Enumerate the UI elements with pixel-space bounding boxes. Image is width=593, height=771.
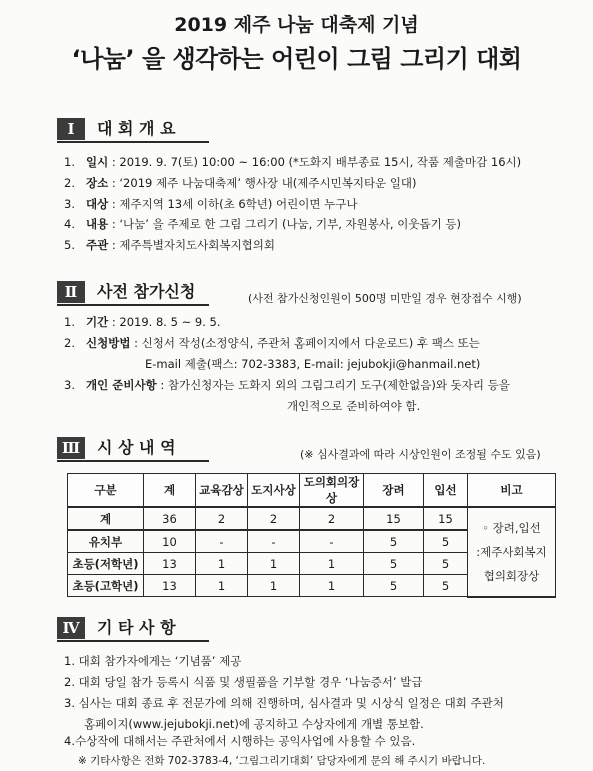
title-line-2: ‘나눔’ 을 생각하는 어린이 그림 그리기 대회 [71, 45, 522, 73]
table-cell: 2 [196, 507, 248, 530]
table-cell: 5 [364, 553, 424, 575]
section-4-underline [57, 640, 209, 642]
table-cell: 1 [300, 553, 364, 575]
awards-table [67, 473, 556, 598]
section-2-item-1: 1. 기간 : 2019. 8. 5 ~ 9. 5. [64, 315, 221, 329]
table-cell: 1 [248, 575, 300, 597]
section-2-title: 사전 참가신청 [97, 282, 196, 301]
section-1-numeral: Ⅰ [57, 118, 85, 140]
table-cell: 13 [144, 553, 196, 575]
table-header-cell: 교육감상 [196, 474, 248, 508]
section-1-item-4: 4. 내용 : ‘나눔’ 을 주제로 한 그림 그리기 (나눔, 기부, 자원봉사, 이웃돕기 등) [64, 217, 461, 231]
table-remark-cell [468, 507, 556, 597]
remark-line: 협의회장상 [483, 568, 540, 583]
section-4-title: 기 타 사 항 [97, 618, 176, 637]
section-1-item-5: 5. 주관 : 제주특별자치도사회복지협의회 [64, 238, 275, 252]
section-1-item-1: 1. 일시 : 2019. 9. 7(토) 10:00 ~ 16:00 (*도화지 배부종료 15시, 작품 제출마감 16시) [64, 155, 522, 169]
table-header-cell: 구분 [68, 474, 144, 508]
title-line-1: 2019 제주 나눔 대축제 기념 [174, 14, 419, 36]
section-1-item-2: 2. 장소 : ‘2019 제주 나눔대축제’ 행사장 내(제주시민복지타운 일대) [64, 176, 417, 190]
section-1-title: 대 회 개 요 [97, 119, 176, 138]
table-cell: 1 [196, 575, 248, 597]
section-2-underline [57, 304, 209, 306]
section-1-header [57, 118, 297, 142]
table-cell: - [196, 530, 248, 553]
table-cell: 1 [196, 553, 248, 575]
table-cell: 유치부 [68, 530, 144, 553]
table-cell: 15 [364, 507, 424, 530]
table-cell: 5 [424, 575, 468, 597]
section-1-underline [57, 141, 209, 143]
table-cell: 1 [300, 575, 364, 597]
section-4-item-1: 1. 대회 참가자에게는 ‘기념품’ 제공 [64, 654, 242, 668]
table-cell: 초등(저학년) [68, 553, 144, 575]
table-cell: 2 [248, 507, 300, 530]
footnote: ※ 기타사항은 전화 702-3783-4, ‘그림그리기대회’ 담당자에게 문의 해 주시기 바랍니다. [78, 755, 486, 767]
remark-line: ◦ 장려,입선 [482, 520, 541, 535]
table-cell: 2 [300, 507, 364, 530]
table-header-cell: 계 [144, 474, 196, 508]
section-4-item-2: 2. 대회 당일 참가 등록시 식품 및 생필품을 기부할 경우 ‘나눔증서’ 발급 [64, 675, 423, 689]
table-cell: 5 [424, 530, 468, 553]
section-4-numeral: Ⅳ [57, 617, 85, 639]
table-cell: 15 [424, 507, 468, 530]
remark-line: :제주사회복지 [476, 544, 547, 559]
section-3-underline [57, 460, 209, 462]
section-2-item-3-cont: 개인적으로 준비하여야 함. [287, 399, 421, 413]
section-1-item-3: 3. 대상 : 제주지역 13세 이하(초 6학년) 어린이면 누구나 [64, 197, 358, 211]
table-cell: 초등(고학년) [68, 575, 144, 597]
table-cell: 5 [364, 530, 424, 553]
table-cell: 10 [144, 530, 196, 553]
section-2-item-3: 3. 개인 준비사항 : 참가신청자는 도화지 외의 그림그리기 도구(제한없음)와 돗자리 등을 [64, 378, 510, 392]
section-3-note: (※ 심사결과에 따라 시상인원이 조정될 수도 있음) [300, 448, 541, 461]
table-header-cell: 비고 [468, 474, 556, 508]
table-cell: 5 [364, 575, 424, 597]
section-2-item-2-cont: E-mail 제출(팩스: 702-3383, E-mail: jejubokji@hanmail.net) [145, 357, 481, 371]
section-2-note: (사전 참가신청인원이 500명 미만일 경우 현장접수 시행) [248, 292, 522, 305]
section-4-header [57, 617, 297, 641]
section-3-numeral: Ⅲ [57, 437, 85, 459]
table-header-cell: 도지사상 [248, 474, 300, 508]
section-2-item-2: 2. 신청방법 : 신청서 작성(소정양식, 주관처 홈페이지에서 다운로드) 후 팩스 또는 [64, 336, 480, 350]
table-cell: - [248, 530, 300, 553]
section-2-numeral: Ⅱ [57, 281, 85, 303]
section-3-title: 시 상 내 역 [97, 438, 176, 457]
table-cell: 13 [144, 575, 196, 597]
section-4-item-3: 3. 심사는 대회 종료 후 전문가에 의해 진행하며, 심사결과 및 시상식 일정은 대회 주관처 [64, 696, 504, 710]
table-cell: 1 [248, 553, 300, 575]
table-cell: 36 [144, 507, 196, 530]
table-cell: - [300, 530, 364, 553]
section-4-item-4: 4.수상작에 대해서는 주관처에서 시행하는 공익사업에 사용할 수 있음. [64, 734, 416, 748]
table-header-row [68, 474, 556, 508]
table-row [68, 507, 556, 530]
table-header-cell: 입선 [424, 474, 468, 508]
table-header-cell: 도의회의장상 [300, 474, 364, 508]
table-cell: 계 [68, 507, 144, 530]
table-header-cell: 장려 [364, 474, 424, 508]
table-cell: 5 [424, 553, 468, 575]
section-4-item-3-cont: 홈페이지(www.jejubokji.net)에 공지하고 수상자에게 개별 통보함. [84, 717, 424, 731]
section-3-header [57, 437, 297, 461]
